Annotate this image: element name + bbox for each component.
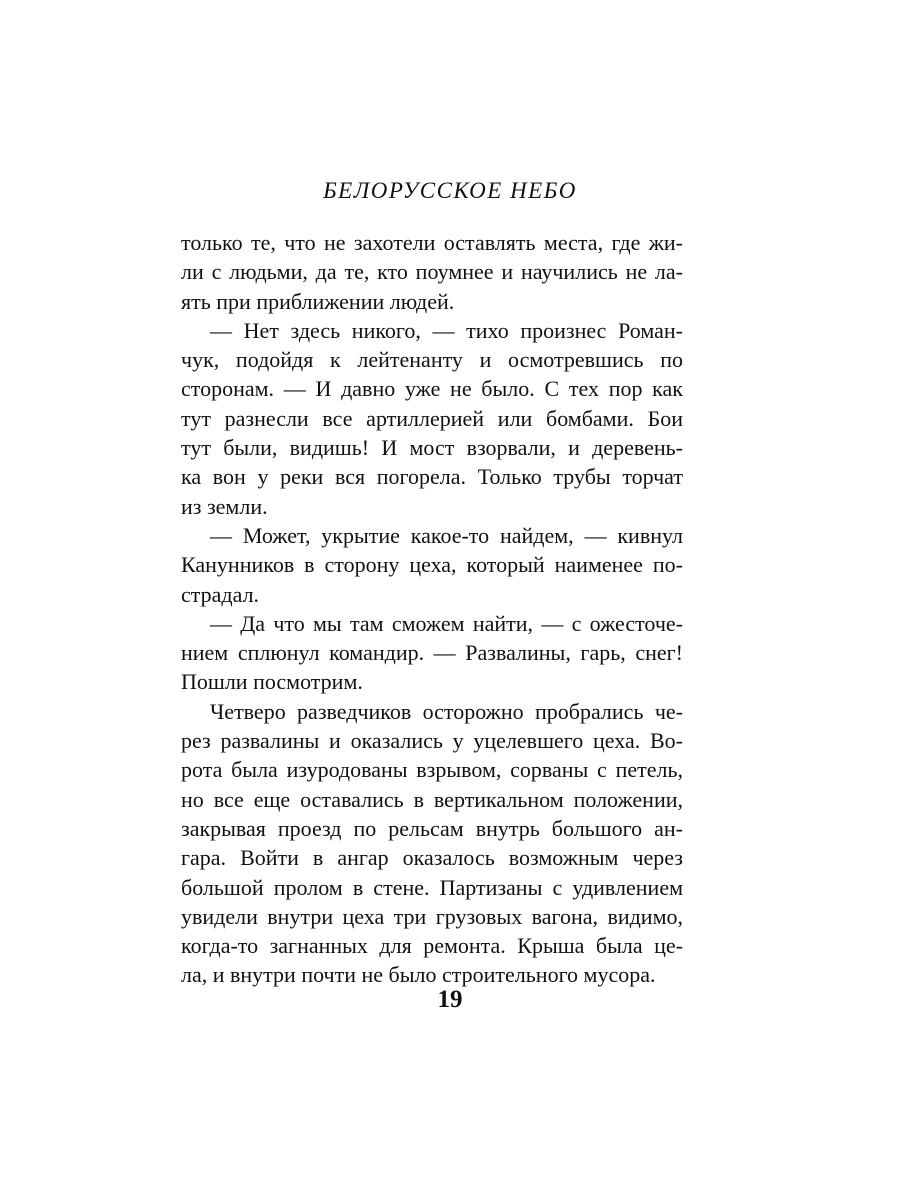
text-line: — Да что мы там сможем найти, — с ожесточе- [210,610,683,636]
text-line: когда-то загнанных для ремонта. Крыша была це- [181,933,683,959]
text-line: только те, что не захотели оставлять места, где жи- [181,230,683,255]
body-text [181,228,683,990]
text-line: ять при приближении людей. [181,288,455,314]
text-line: но все еще оставались в вертикальном положении, [181,786,683,812]
text-line: ка вон у реки вся погорела. Только трубы торчат [181,464,683,490]
text-line: Канунников в сторону цеха, который наименее по- [181,552,683,578]
text-line: рез развалины и оказались у уцелевшего цеха. Во- [181,728,683,754]
text-line: ла, и внутри почти не было строительного мусора. [181,962,656,988]
text-line: гара. Войти в ангар оказалось возможным через [181,845,683,871]
text-line: сторонам. — И давно уже не было. С тех пор как [181,376,683,402]
text-line: тут были, видишь! И мост взорвали, и деревень- [181,435,683,461]
text-line: — Нет здесь никого, — тихо произнес Роман- [210,317,683,343]
text-line: страдал. [181,581,260,607]
text-line: закрывая проезд по рельсам внутрь большого ан- [181,815,683,841]
text-line: большой пролом в стене. Партизаны с удивлением [181,874,683,900]
text-line: Пошли посмотрим. [181,669,363,695]
text-line: чук, подойдя к лейтенанту и осмотревшись по [181,347,683,373]
text-line: нием сплюнул командир. — Развалины, гарь, снег! [181,640,683,666]
text-line: — Может, укрытие какое-то найдем, — кивнул [210,522,683,548]
text-line: ли с людьми, да те, кто поумнее и научились не ла- [181,259,683,285]
text-line: тут разнесли все артиллерией или бомбами. Бои [181,405,683,431]
text-line: Четверо разведчиков осторожно пробрались че- [210,698,683,724]
running-title: БЕЛОРУССКОЕ НЕБО [323,178,577,203]
text-line: из земли. [181,493,268,519]
text-line: увидели внутри цеха три грузовых вагона, видимо, [181,903,683,929]
text-line: рота была изуродованы взрывом, сорваны с петель, [181,757,683,783]
page-number: 19 [437,986,463,1013]
